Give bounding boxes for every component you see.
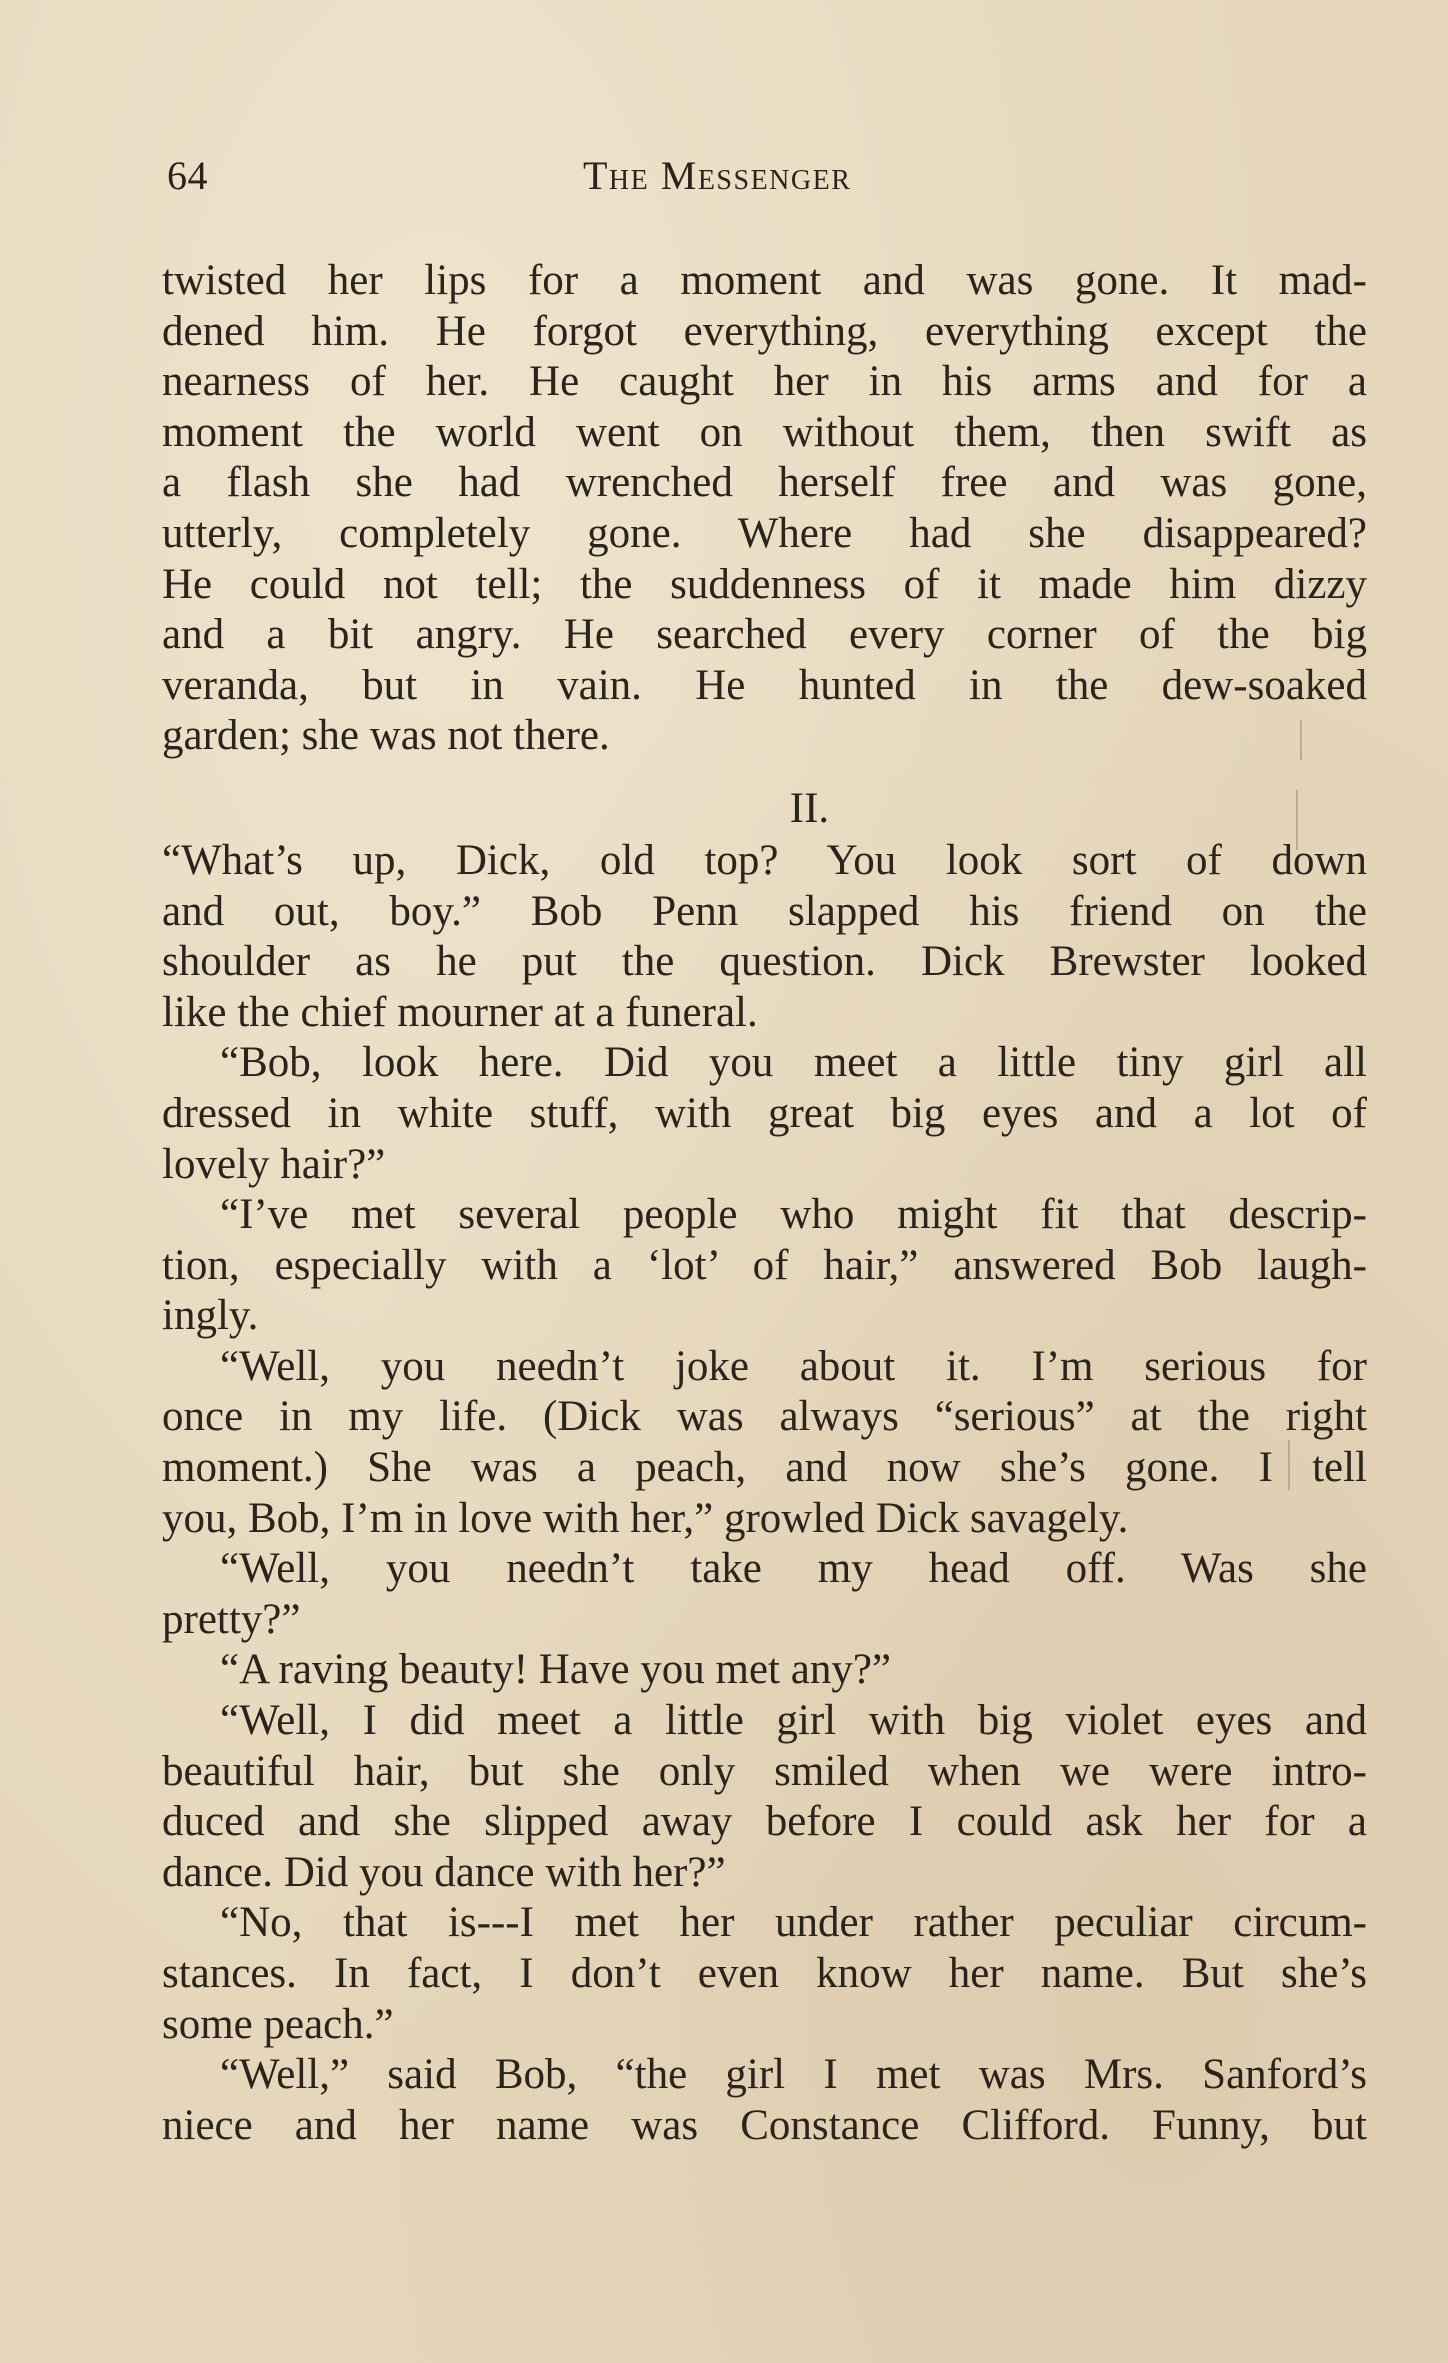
running-title: The Messenger xyxy=(583,153,852,198)
body-text xyxy=(162,256,1367,2151)
text-line: duced and she slipped away before I could ask her for a xyxy=(162,1798,1367,1846)
paper-crease-mark xyxy=(1288,1440,1290,1490)
text-line: some peach.” xyxy=(162,2000,394,2048)
paper-crease-mark xyxy=(1300,720,1302,760)
text-line: dance. Did you dance with her?” xyxy=(162,1848,726,1896)
paragraph-continuation xyxy=(162,256,1367,762)
text-line: “No, that is---I met her under rather peculiar circum- xyxy=(220,1899,1367,1947)
text-line: ingly. xyxy=(162,1292,259,1340)
text-line: niece and her name was Constance Clifford. Funny, but xyxy=(162,2101,1367,2149)
text-line: “Bob, look here. Did you meet a little tiny girl all xyxy=(220,1039,1367,1087)
dialogue-section xyxy=(162,836,1367,2151)
text-line: veranda, but in vain. He hunted in the dew-soaked xyxy=(162,661,1367,709)
text-line: like the chief mourner at a funeral. xyxy=(162,988,758,1036)
text-line: dressed in white stuff, with great big eyes and a lot of xyxy=(162,1089,1367,1137)
text-line: moment the world went on without them, then swift as xyxy=(162,408,1367,456)
text-line: “Well, you needn’t take my head off. Was she xyxy=(220,1545,1367,1593)
text-line: stances. In fact, I don’t even know her name. But she’s xyxy=(162,1950,1367,1997)
text-line: “I’ve met several people who might fit that descrip- xyxy=(220,1191,1367,1239)
text-line: He could not tell; the suddenness of it made him dizzy xyxy=(162,560,1367,608)
text-line: a flash she had wrenched herself free and was gone, xyxy=(162,459,1367,507)
text-line: and a bit angry. He searched every corner of the big xyxy=(162,611,1367,659)
text-line: “Well,” said Bob, “the girl I met was Mrs. Sanford’s xyxy=(220,2051,1367,2099)
text-line: beautiful hair, but she only smiled when we were intro- xyxy=(162,1747,1367,1795)
text-line: nearness of her. He caught her in his arms and for a xyxy=(162,358,1367,406)
text-line: “Well, you needn’t joke about it. I’m serious for xyxy=(220,1342,1367,1390)
text-line: lovely hair?” xyxy=(162,1140,386,1188)
text-line: twisted her lips for a moment and was gone. It mad- xyxy=(162,257,1367,304)
section-heading: II. xyxy=(789,784,830,832)
text-line: utterly, completely gone. Where had she disappeared? xyxy=(162,509,1367,557)
text-line: and out, boy.” Bob Penn slapped his friend on the xyxy=(162,887,1367,935)
text-line: “What’s up, Dick, old top? You look sort of down xyxy=(162,836,1367,884)
page-number: 64 xyxy=(167,153,208,198)
text-line: “Well, I did meet a little girl with big violet eyes and xyxy=(220,1697,1367,1745)
text-line: dened him. He forgot everything, everything except the xyxy=(162,307,1367,355)
text-line: moment.) She was a peach, and now she’s gone. I tell xyxy=(162,1444,1367,1492)
text-line: “A raving beauty! Have you met any?” xyxy=(220,1646,892,1694)
text-line: tion, especially with a ‘lot’ of hair,” answered Bob laugh- xyxy=(162,1241,1367,1289)
text-line: you, Bob, I’m in love with her,” growled Dick savagely. xyxy=(162,1494,1129,1542)
text-line: shoulder as he put the question. Dick Brewster looked xyxy=(162,938,1367,986)
text-line: once in my life. (Dick was always “serious” at the right xyxy=(162,1393,1367,1441)
paper-crease-mark xyxy=(1296,790,1298,850)
text-line: pretty?” xyxy=(162,1595,301,1643)
text-line: garden; she was not there. xyxy=(162,712,610,760)
